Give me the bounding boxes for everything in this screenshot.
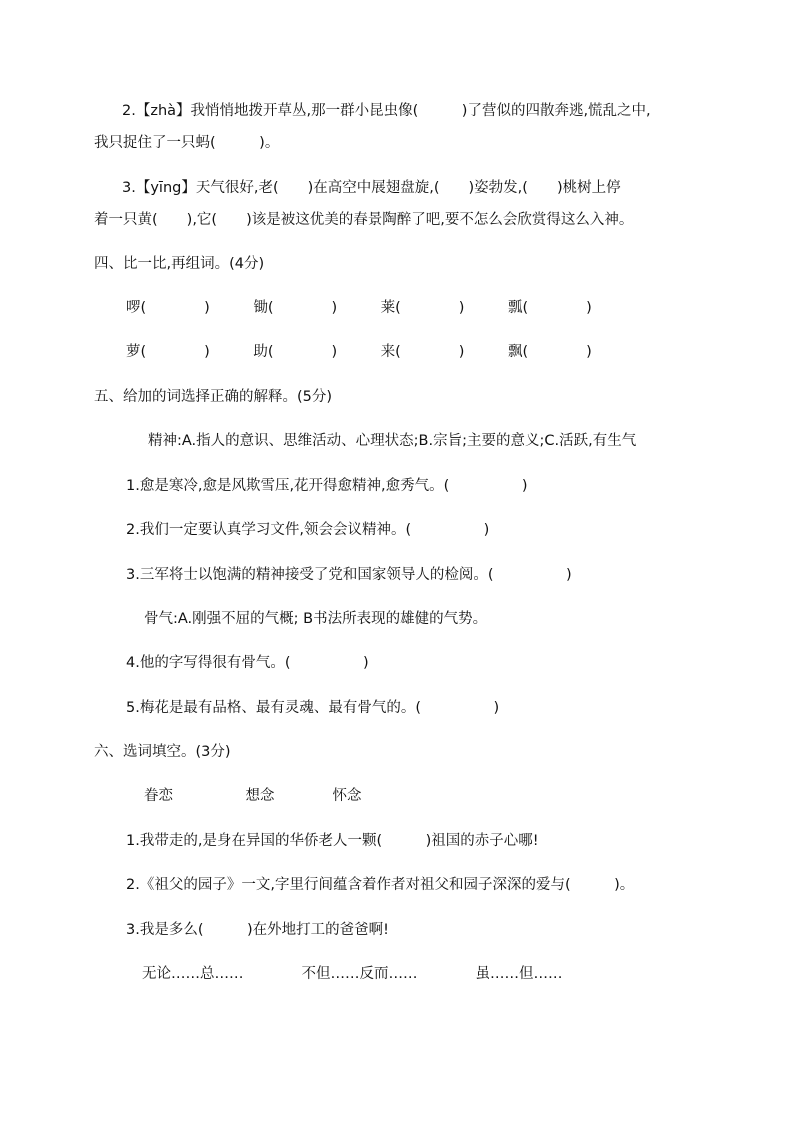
question-3-line-1: 3.【yīng】天气很好,老( )在高空中展翅盘旋,( )姿勃发,( )桃树上停: [122, 180, 621, 196]
question-5-2: 2.我们一定要认真学习文件,领会会议精神。( ): [126, 522, 490, 538]
question-2-line-1: 2.【zhà】我悄悄地拨开草丛,那一群小昆虫像( )了营似的四散奔逃,慌乱之中,: [122, 103, 651, 119]
definition-guqi: 骨气:A.刚强不屈的气概; B书法所表现的雄健的气势。: [144, 611, 488, 627]
section-5-heading: 五、给加的词选择正确的解释。(5分): [94, 389, 333, 405]
question-6-1: 1.我带走的,是身在异国的华侨老人一颗( )祖国的赤子心哪!: [126, 833, 539, 849]
question-5-1: 1.愈是寒冷,愈是风欺雪压,花开得愈精神,愈秀气。( ): [126, 478, 528, 494]
question-3-line-2: 着一只黄( ),它( )该是被这优美的春景陶醉了吧,要不怎么会欣赏得这么入神。: [94, 212, 634, 228]
compare-row-1: 啰( ) 锄( ) 莱( ) 瓢( ): [126, 300, 592, 316]
conjunction-options: 无论……总…… 不但……反而…… 虽……但……: [142, 966, 563, 982]
word-options: 眷恋 想念 怀念: [144, 788, 362, 804]
section-4-heading: 四、比一比,再组词。(4分): [94, 256, 265, 272]
question-5-3: 3.三军将士以饱满的精神接受了党和国家领导人的检阅。( ): [126, 567, 572, 583]
question-5-4: 4.他的字写得很有骨气。( ): [126, 655, 369, 671]
question-5-5: 5.梅花是最有品格、最有灵魂、最有骨气的。( ): [126, 700, 500, 716]
compare-row-2: 萝( ) 助( ) 来( ) 飘( ): [126, 344, 592, 360]
question-6-2: 2.《祖父的园子》一文,字里行间蕴含着作者对祖父和园子深深的爱与( )。: [126, 877, 635, 893]
definition-jingshen: 精神:A.指人的意识、思维活动、心理状态;B.宗旨;主要的意义;C.活跃,有生气: [148, 433, 637, 449]
question-6-3: 3.我是多么( )在外地打工的爸爸啊!: [126, 922, 389, 938]
question-2-line-2: 我只捉住了一只蚂( )。: [94, 135, 280, 151]
section-6-heading: 六、选词填空。(3分): [94, 744, 231, 760]
